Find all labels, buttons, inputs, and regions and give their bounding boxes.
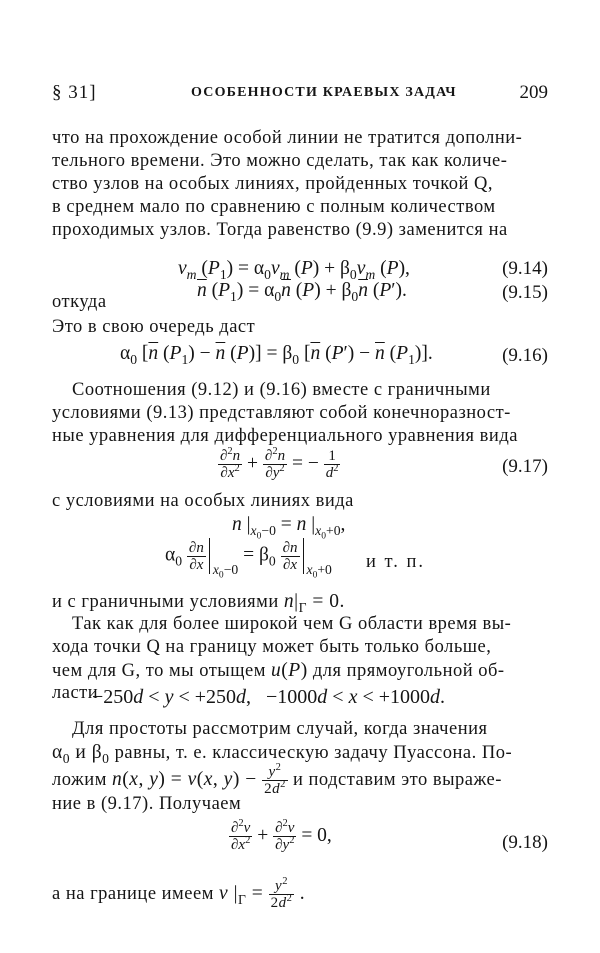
paragraph-4-line-1: Для простоты рассмотрим случай, когда значения bbox=[72, 719, 488, 739]
line-conditions: с условиями на особых линиях вида bbox=[52, 491, 354, 511]
section-number: § 31] bbox=[52, 82, 97, 103]
paragraph-4-line-4: ние в (9.17). Получаем bbox=[52, 794, 242, 814]
equation-number-9-14: (9.14) bbox=[502, 258, 548, 279]
paragraph-3-line-3-a: чем для G, то мы отыщем bbox=[52, 661, 266, 681]
paragraph-3-line-3-b: для прямоугольной об- bbox=[312, 661, 505, 681]
paragraph-1-line-4: в среднем мало по сравнению с полным количеством bbox=[52, 197, 496, 217]
formula-9-18: $\frac{\partial^2v}{\partial x^2}$ + $\frac{\partial^2v}{\partial y^2}$ = 0, bbox=[231, 818, 332, 853]
paragraph-2-line-3: ные уравнения для дифференциального уравнения вида bbox=[52, 426, 518, 446]
equation-number-9-15: (9.15) bbox=[502, 282, 548, 303]
formula-alpha-beta: $\alpha_0$ и $\beta_0$ bbox=[52, 742, 110, 766]
paragraph-4-line-3-a: ложим bbox=[52, 769, 107, 790]
and-so-on: и т. п. bbox=[366, 552, 425, 572]
line-boundary bbox=[52, 590, 345, 614]
paragraph-3-line-2: хода точки Q на границу может быть только больше, bbox=[52, 637, 492, 657]
formula-domain: −250d < y < +250d, −1000d < x < +1000d. bbox=[92, 686, 446, 708]
equation-number-9-16: (9.16) bbox=[502, 345, 548, 366]
page-number: 209 bbox=[519, 82, 548, 103]
running-title: ОСОБЕННОСТИ КРАЕВЫХ ЗАДАЧ bbox=[191, 85, 457, 100]
formula-9-14: $v_m$ $(P_1) = \alpha_0v_m$ $(P) + \beta_0v_m$ (P), bbox=[178, 258, 410, 282]
paragraph-2-line-2: условиями (9.13) представляют собой конечноразност- bbox=[52, 403, 511, 423]
formula-substitution: n(x, y) = v(x, y) − $\frac{y^2}{2d^2}$ bbox=[112, 762, 286, 797]
paragraph-2-line-1: Соотношения (9.12) и (9.16) вместе с граничными bbox=[72, 380, 491, 400]
equation-number-9-18: (9.18) bbox=[502, 832, 548, 853]
paragraph-3-line-3 bbox=[52, 659, 505, 683]
paragraph-1-line-1: что на прохождение особой линии не тратится дополни- bbox=[52, 128, 523, 148]
paragraph-3-line-1: Так как для более широкой чем G области время вы- bbox=[72, 614, 512, 634]
running-header bbox=[52, 82, 548, 106]
formula-flux: $\alpha_0$ $\frac{\partial n}{\partial x}$ $_{x_0-0} = \beta_0$ $\frac{\partial n}{\partial x}$ $_{x_0+0}$ bbox=[165, 539, 332, 582]
word-otkuda: откуда bbox=[52, 292, 107, 312]
paragraph-3-line-4: ласти bbox=[52, 683, 99, 703]
formula-continuity: n $|_{x_0-0} = n$ $|_{x_0+0}$, bbox=[232, 514, 346, 542]
line-eto-daet: Это в свою очередь даст bbox=[52, 317, 256, 337]
formula-9-17: $\frac{\partial^2n}{\partial x^2}$ + $\frac{\partial^2n}{\partial y^2}$ = − $\frac{1}{d^2}$ bbox=[220, 446, 339, 481]
paragraph-1-line-5: проходимых узлов. Тогда равенство (9.9) заменится на bbox=[52, 220, 508, 240]
line-last-text: а на границе имеем bbox=[52, 883, 214, 904]
formula-boundary: $n|_\Gamma = 0$. bbox=[283, 591, 345, 615]
paragraph-4-line-3-b: и подставим это выраже- bbox=[292, 769, 502, 790]
paragraph-4-line-2-text: равны, т. е. классическую задачу Пуассона. По- bbox=[114, 743, 513, 763]
equation-number-9-17: (9.17) bbox=[502, 456, 548, 477]
line-last bbox=[52, 878, 305, 911]
formula-9-16: $\alpha_0$ [$\overline{n}$ $(P_1) - \overline{n}$ $(P)] = \beta_0$ [$\overline{n}$ $(P') - \overline{n}$ $(P_1)$]. bbox=[120, 343, 433, 367]
formula-u-of-p: u(P) bbox=[271, 660, 308, 681]
paragraph-4-line-2 bbox=[52, 741, 512, 765]
paragraph-1-line-3: ство узлов на особых линиях, пройденных точкой Q, bbox=[52, 174, 494, 194]
formula-boundary-v: v $|_\Gamma$ = $\frac{y^2}{2d^2}$ . bbox=[219, 876, 306, 911]
formula-9-15: $\overline{n}$ $(P_1) = \alpha_0\overline{n}$ $(P) + \beta_0\overline{n}$ (P′). bbox=[197, 280, 407, 304]
line-boundary-text: и с граничными условиями bbox=[52, 592, 279, 612]
paragraph-1-line-2: тельного времени. Это можно сделать, так как количе- bbox=[52, 151, 508, 171]
